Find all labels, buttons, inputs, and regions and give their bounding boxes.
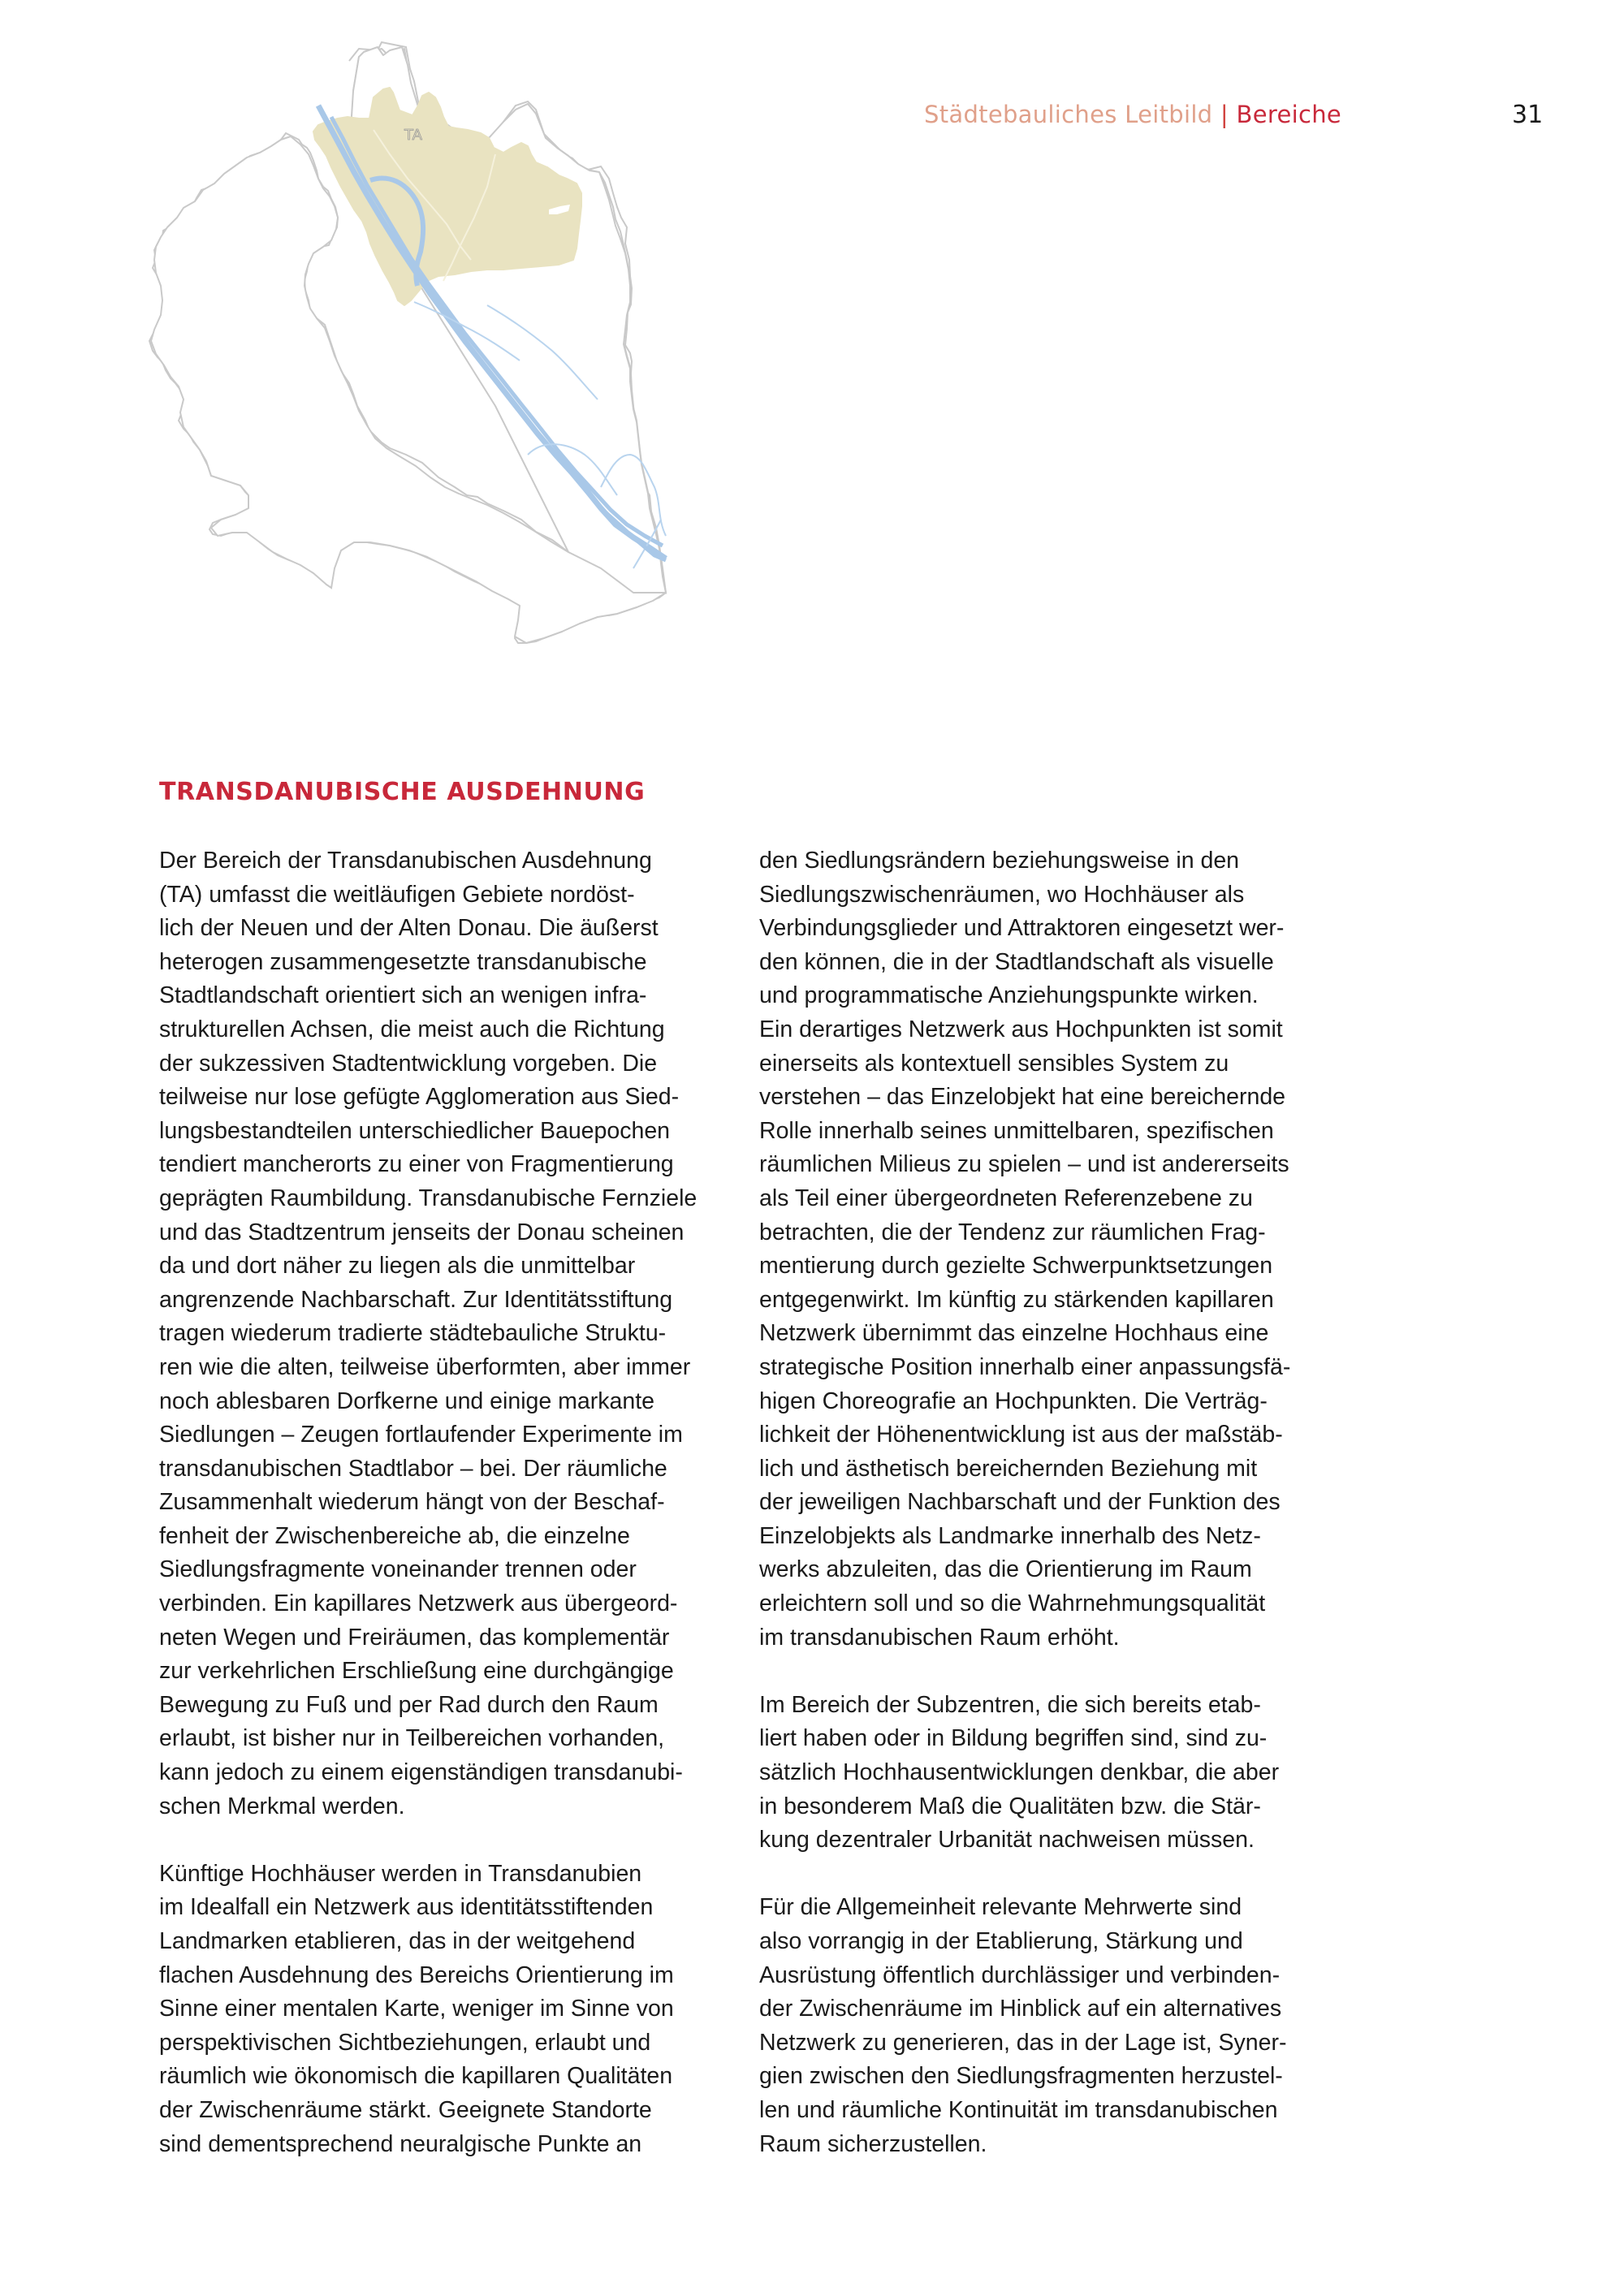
text-line: der jeweiligen Nachbarschaft und der Funktion des (759, 1489, 1281, 1516)
text-line: Siedlungen – Zeugen fortlaufender Experimente im (159, 1422, 683, 1448)
text-line: sätzlich Hochhausentwicklungen denkbar, die aber (759, 1759, 1280, 1786)
text-line: verstehen – das Einzelobjekt hat eine bereichernde (759, 1084, 1286, 1111)
text-line: angrenzende Nachbarschaft. Zur Identitätsstiftung (159, 1286, 673, 1313)
text-line: Siedlungsfragmente voneinander trennen oder (159, 1556, 637, 1583)
text-line: Der Bereich der Transdanubischen Ausdehnung (159, 848, 652, 874)
text-line: mentierung durch gezielte Schwerpunktsetzungen (759, 1253, 1273, 1280)
text-line: Für die Allgemeinheit relevante Mehrwerte sind (759, 1894, 1242, 1921)
text-line: kung dezentraler Urbanität nachweisen müssen. (759, 1827, 1255, 1854)
ta-region-label: TA (404, 127, 422, 144)
text-line: Zusammenhalt wiederum hängt von der Beschaf- (159, 1489, 665, 1516)
text-line: kann jedoch zu einem eigenständigen transdanubi- (159, 1759, 683, 1786)
text-line: verbinden. Ein kapillares Netzwerk aus übergeord- (159, 1590, 678, 1617)
text-line: geprägten Raumbildung. Transdanubische Fernziele (159, 1185, 698, 1211)
text-line: strategische Position innerhalb einer anpassungsfä- (759, 1353, 1291, 1380)
text-line: Im Bereich der Subzentren, die sich bereits etab- (759, 1691, 1261, 1718)
text-line: lich der Neuen und der Alten Donau. Die äußerst (159, 915, 659, 942)
text-line: lich und ästhetisch bereichernden Beziehung mit (759, 1455, 1258, 1482)
text-line: im transdanubischen Raum erhöht. (759, 1624, 1120, 1651)
text-line: Netzwerk übernimmt das einzelne Hochhaus eine (759, 1320, 1269, 1347)
text-line: Ein derartiges Netzwerk aus Hochpunkten ist somit (759, 1016, 1283, 1042)
section-heading: TRANSDANUBISCHE AUSDEHNUNG (159, 778, 646, 806)
text-line: schen Merkmal werden. (159, 1793, 405, 1819)
text-line: Verbindungsglieder und Attraktoren eingesetzt wer- (759, 915, 1285, 942)
text-line: Stadtlandschaft orientiert sich an wenigen infra- (159, 982, 647, 1009)
text-line: Siedlungszwischenräumen, wo Hochhäuser als (759, 881, 1245, 908)
text-line: len und räumliche Kontinuität im transdanubischen (759, 2096, 1278, 2123)
text-line: und das Stadtzentrum jenseits der Donau scheinen (159, 1219, 685, 1245)
text-line: sind dementsprechend neuralgische Punkte an (159, 2130, 642, 2157)
text-line: higen Choreografie an Hochpunkten. Die Verträg- (759, 1388, 1268, 1414)
text-line: der Zwischenräume stärkt. Geeignete Standorte (159, 2096, 652, 2123)
text-line: teilweise nur lose gefügte Agglomeration aus Sied- (159, 1084, 680, 1111)
text-line: Sinne einer mentalen Karte, weniger im Sinne von (159, 1996, 674, 2022)
text-line: (TA) umfasst die weitläufigen Gebiete nordöst- (159, 881, 635, 908)
text-line: räumlich wie ökonomisch die kapillaren Qualitäten (159, 2063, 673, 2090)
text-line: perspektivischen Sichtbeziehungen, erlaubt und (159, 2029, 651, 2056)
paragraph (759, 1891, 1344, 2161)
text-column-right (759, 844, 1344, 2161)
text-line: Bewegung zu Fuß und per Rad durch den Raum (159, 1691, 659, 1718)
text-line: den Siedlungsrändern beziehungsweise in den (759, 848, 1240, 874)
text-line: transdanubischen Stadtlabor – bei. Der räumliche (159, 1455, 667, 1482)
text-line: Rolle innerhalb seines unmittelbaren, spezifischen (759, 1117, 1274, 1144)
text-line: werks abzuleiten, das die Orientierung im Raum (759, 1556, 1252, 1583)
text-line: zur verkehrlichen Erschließung eine durchgängige (159, 1658, 674, 1685)
text-line: erleichtern soll und so die Wahrnehmungsqualität (759, 1590, 1266, 1617)
page-number: 31 (1512, 101, 1544, 129)
text-line: lungsbestandteilen unterschiedlicher Bauepochen (159, 1117, 671, 1144)
text-line: tendiert mancherorts zu einer von Fragmentierung (159, 1151, 674, 1178)
text-line: Ausrüstung öffentlich durchlässiger und verbinden- (759, 1962, 1281, 1988)
paragraph-gap (759, 1858, 1344, 1892)
text-line: im Idealfall ein Netzwerk aus identitätsstiftenden (159, 1894, 654, 1921)
text-line: räumlichen Milieus zu spielen – und ist andererseits (759, 1151, 1289, 1178)
header-separator: | (1220, 101, 1229, 128)
text-line: in besonderem Maß die Qualitäten bzw. die Stär- (759, 1793, 1261, 1819)
text-line: strukturellen Achsen, die meist auch die Richtung (159, 1016, 665, 1042)
text-line: liert haben oder in Bildung begriffen sind, sind zu- (759, 1725, 1268, 1752)
text-line: Landmarken etablieren, das in der weitgehend (159, 1928, 636, 1954)
text-line: lichkeit der Höhenentwicklung ist aus der maßstäb- (759, 1422, 1283, 1448)
text-line: also vorrangig in der Etablierung, Stärkung und (759, 1928, 1243, 1954)
text-line: und programmatische Anziehungspunkte wirken. (759, 982, 1259, 1009)
text-line: neten Wegen und Freiräumen, das komplementär (159, 1624, 670, 1651)
text-line: Raum sicherzustellen. (759, 2130, 987, 2157)
paragraph-gap (759, 1655, 1344, 1689)
text-line: flachen Ausdehnung des Bereichs Orientierung im (159, 1962, 674, 1988)
text-line: der sukzessiven Stadtentwicklung vorgeben. Die (159, 1050, 658, 1077)
subsection-title: Bereiche (1236, 101, 1342, 128)
text-line: erlaubt, ist bisher nur in Teilbereichen vorhanden, (159, 1725, 665, 1752)
text-line: da und dort näher zu liegen als die unmittelbar (159, 1253, 636, 1280)
text-line: fenheit der Zwischenbereiche ab, die einzelne (159, 1522, 630, 1549)
text-line: Netzwerk zu generieren, das in der Lage ist, Syner- (759, 2029, 1287, 2056)
paragraph (759, 844, 1344, 1655)
text-line: Einzelobjekts als Landmarke innerhalb des Netz- (759, 1522, 1261, 1549)
text-line: der Zwischenräume im Hinblick auf ein alternatives (759, 1996, 1282, 2022)
text-line: als Teil einer übergeordneten Referenzebene zu (759, 1185, 1253, 1211)
paragraph (159, 844, 744, 1823)
text-line: Künftige Hochhäuser werden in Transdanubien (159, 1860, 642, 1887)
text-line: entgegenwirkt. Im künftig zu stärkenden kapillaren (759, 1286, 1274, 1313)
text-line: tragen wiederum tradierte städtebauliche Struktu- (159, 1320, 667, 1347)
paragraph (759, 1689, 1344, 1858)
paragraph (159, 1858, 744, 2161)
section-title: Städtebauliches Leitbild (924, 101, 1213, 128)
text-column-left (159, 844, 744, 2161)
vienna-map (146, 32, 1039, 731)
text-line: noch ablesbaren Dorfkerne und einige markante (159, 1388, 654, 1414)
text-line: ren wie die alten, teilweise überformten, aber immer (159, 1353, 691, 1380)
text-line: einerseits als kontextuell sensibles System zu (759, 1050, 1229, 1077)
text-line: heterogen zusammengesetzte transdanubische (159, 948, 647, 975)
text-line: gien zwischen den Siedlungsfragmenten herzustel- (759, 2063, 1283, 2090)
text-line: den können, die in der Stadtlandschaft als visuelle (759, 948, 1274, 975)
paragraph-gap (159, 1823, 744, 1858)
text-line: betrachten, die der Tendenz zur räumlichen Frag- (759, 1219, 1266, 1245)
